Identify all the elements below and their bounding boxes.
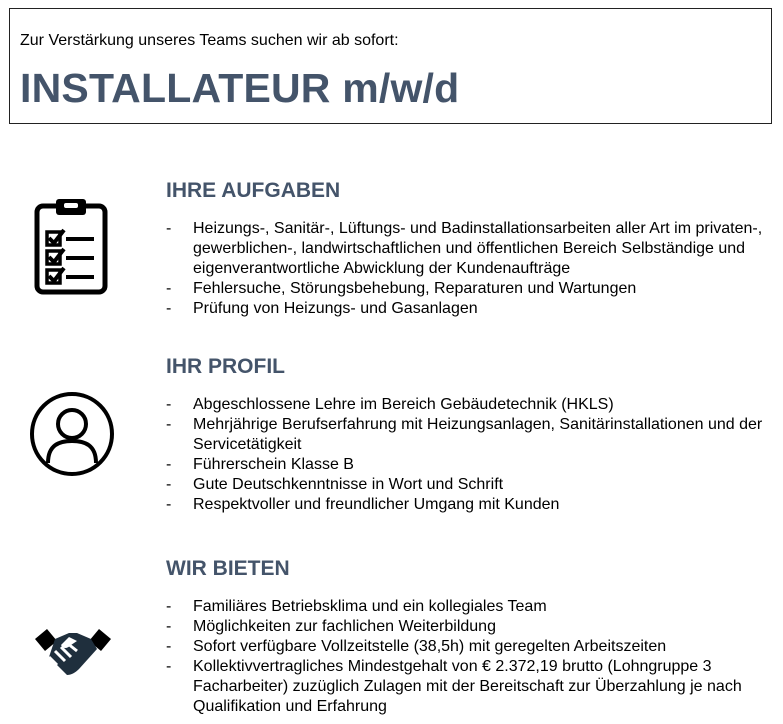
list-item: - Möglichkeiten zur fachlichen Weiterbildung [166, 618, 496, 635]
list-item: - Fehlersuche, Störungsbehebung, Reparaturen und Wartungen [166, 280, 637, 297]
list-item: - Sofort verfügbare Vollzeitstelle (38,5h) mit geregelten Arbeitszeiten [166, 638, 667, 655]
section-title-profil: IHR PROFIL [166, 355, 285, 378]
list-item: - Mehrjährige Berufserfahrung mit Heizungsanlagen, Sanitärinstallationen und der Servicetätigkeit [166, 416, 763, 453]
list-item: - Führerschein Klasse B [166, 456, 354, 473]
user-profile-icon [29, 391, 115, 477]
clipboard-checklist-icon [34, 197, 108, 295]
header-box [9, 8, 772, 124]
list-item: - Prüfung von Heizungs- und Gasanlagen [166, 300, 478, 317]
list-item: - Abgeschlossene Lehre im Bereich Gebäudetechnik (HKLS) [166, 396, 614, 413]
list-item: - Familiäres Betriebsklima und ein kollegiales Team [166, 598, 547, 615]
header-intro: Zur Verstärkung unseres Teams suchen wir ab sofort: [20, 32, 399, 49]
job-title: INSTALLATEUR m/w/d [20, 65, 460, 111]
bieten-list [166, 597, 766, 717]
section-title-aufgaben: IHRE AUFGABEN [166, 179, 341, 202]
aufgaben-list [166, 219, 766, 319]
list-item: - Gute Deutschkenntnisse in Wort und Schrift [166, 476, 504, 493]
profil-list [166, 395, 766, 515]
section-title-bieten: WIR BIETEN [166, 557, 290, 580]
list-item: - Respektvoller und freundlicher Umgang mit Kunden [166, 496, 560, 513]
handshake-icon [33, 625, 113, 687]
list-item: - Kollektivvertragliches Mindestgehalt von € 2.372,19 brutto (Lohngruppe 3 Facharbeiter) zuzüglich Zulagen mit der Bereitschaft zur Überzahlung je nach Qualifikation und Erfahrung [166, 658, 742, 715]
list-item: - Heizungs-, Sanitär-, Lüftungs- und Badinstallationsarbeiten aller Art im privaten-, gewerblichen-, landwirtschaftlichen und öffentlichen Bereich Selbständige und eigenverantwortliche Abwicklung der Kundenaufträge [166, 220, 763, 277]
